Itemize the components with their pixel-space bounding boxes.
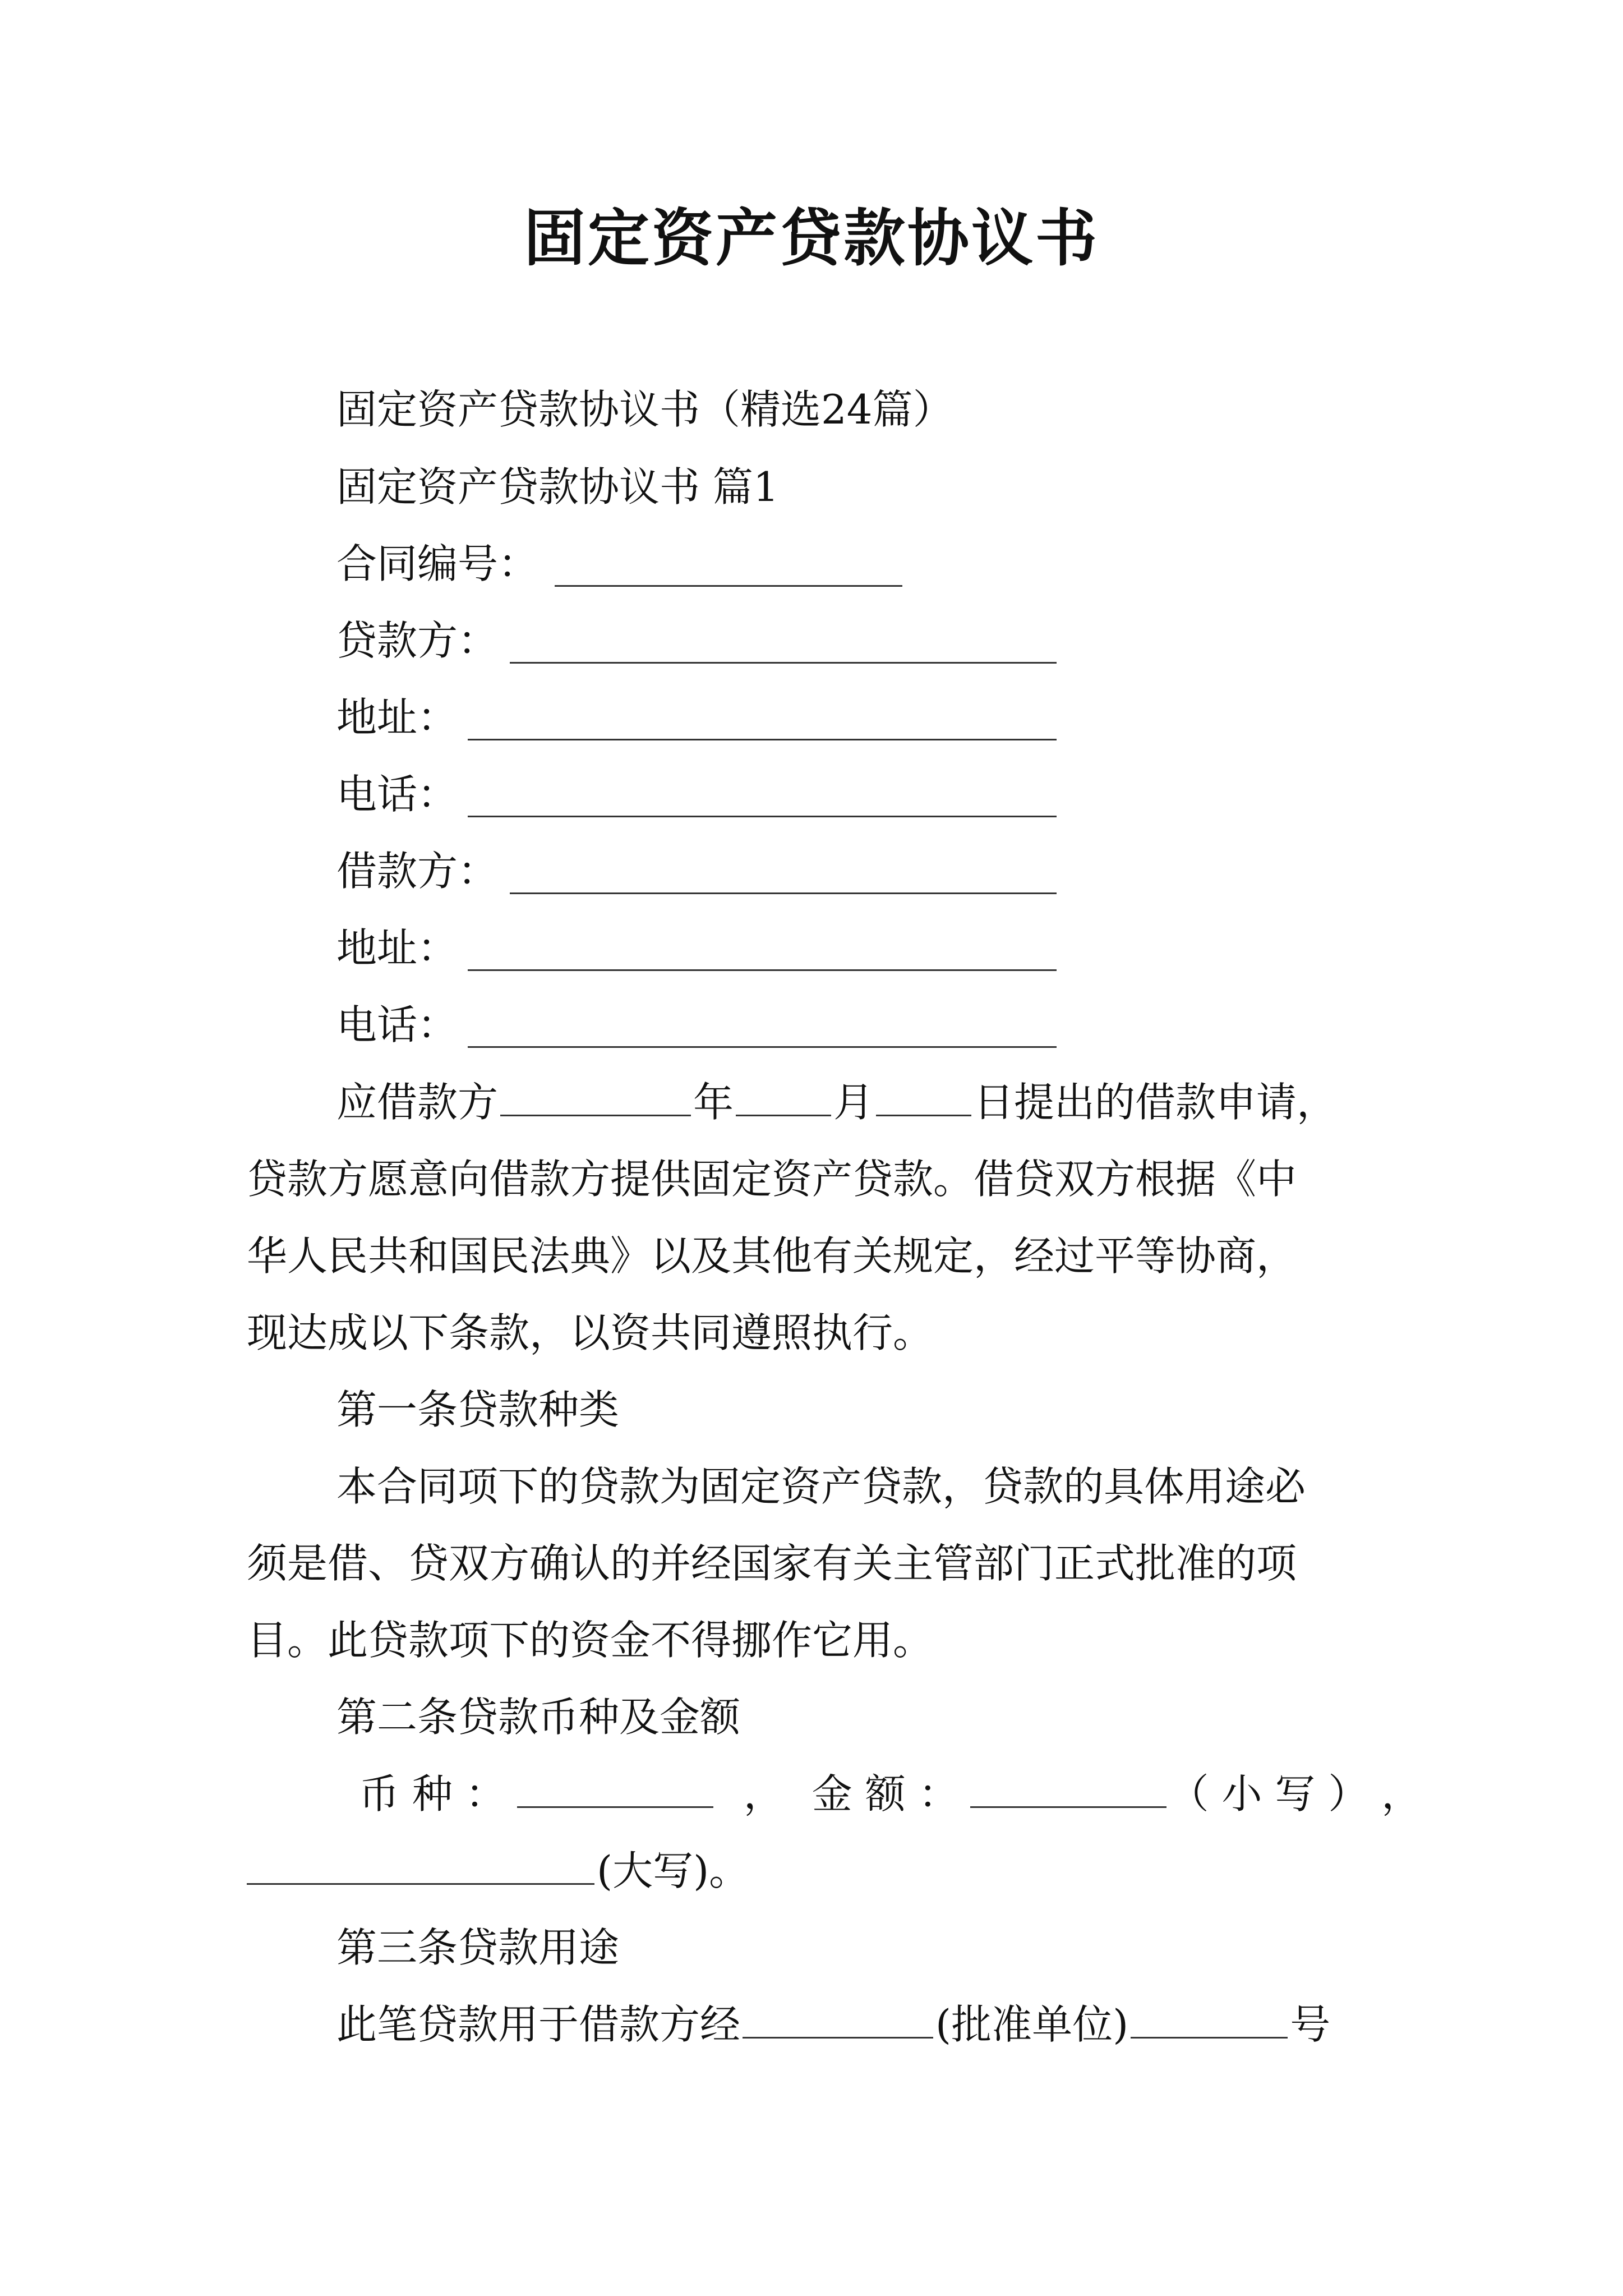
article-3-text: (批准单位): [935, 2001, 1129, 2048]
fill-blank-line[interactable]: [468, 1007, 1057, 1048]
borrower-field: [336, 843, 1066, 899]
day-blank[interactable]: [876, 1075, 971, 1116]
article-3-heading: 第三条贷款用途: [336, 1924, 620, 1971]
article-3-text: 号: [1290, 2001, 1331, 2048]
article-1-line-2: 须是借、贷双方确认的并经国家有关主管部门正式批准的项: [247, 1540, 1297, 1587]
borrower-address-field: [336, 920, 1066, 976]
contract-number-field: [336, 536, 1066, 592]
article-3-line-1: [336, 1996, 1330, 2053]
small-caps-text: （ 小 写 ） ，: [1168, 1770, 1422, 1818]
amount-label: 金 额 ：: [811, 1770, 959, 1818]
intro-line-1: [336, 1074, 1337, 1130]
intro-text: 年: [693, 1079, 734, 1126]
month-blank[interactable]: [736, 1075, 831, 1116]
intro-line-4: 现达成以下条款，以资共同遵照执行。: [247, 1309, 934, 1356]
intro-line-2: 贷款方愿意向借款方提供固定资产贷款。借贷双方根据《中: [247, 1156, 1297, 1203]
field-label: 借款方：: [336, 848, 499, 895]
fill-blank-line[interactable]: [555, 546, 902, 587]
article-2-heading: 第二条贷款币种及金额: [336, 1694, 741, 1741]
article-1-line-1: 本合同项下的贷款为固定资产贷款，贷款的具体用途必: [336, 1463, 1306, 1510]
lender-phone-field: [336, 766, 1066, 822]
subtitle: 固定资产贷款协议书（精选24篇）: [336, 386, 953, 433]
article-3-text: 此笔贷款用于借款方经: [336, 2001, 741, 2048]
part-heading: 固定资产贷款协议书 篇1: [336, 463, 779, 510]
field-label: 贷款方：: [336, 617, 499, 664]
article-2-big-caps-line: [247, 1843, 749, 1899]
field-label: 电话：: [336, 1001, 458, 1048]
year-blank[interactable]: [500, 1075, 691, 1116]
field-label: 地址：: [336, 924, 458, 972]
article-2-amount-line: [359, 1766, 1422, 1822]
field-label: 合同编号：: [336, 540, 539, 587]
currency-label: 币 种 ：: [359, 1770, 506, 1818]
field-label: 地址：: [336, 694, 458, 741]
article-1-heading: 第一条贷款种类: [336, 1386, 620, 1433]
amount-big-blank[interactable]: [247, 1844, 594, 1885]
intro-text: 日提出的借款申请，: [974, 1079, 1338, 1126]
borrower-phone-field: [336, 997, 1066, 1053]
document-title: 固定资产贷款协议书: [524, 202, 1099, 274]
fill-blank-line[interactable]: [468, 930, 1057, 971]
lender-field: [336, 613, 1066, 669]
article-1-line-3: 目。此贷款项下的资金不得挪作它用。: [247, 1617, 934, 1664]
fill-blank-line[interactable]: [468, 700, 1057, 740]
fill-blank-line[interactable]: [510, 623, 1057, 664]
intro-text: 应借款方: [336, 1079, 499, 1126]
amount-small-blank[interactable]: [970, 1767, 1166, 1808]
lender-address-field: [336, 689, 1066, 746]
fill-blank-line[interactable]: [510, 853, 1057, 894]
currency-blank[interactable]: [517, 1767, 713, 1808]
intro-text: 月: [833, 1079, 874, 1126]
comma-text: ，: [743, 1770, 784, 1818]
field-label: 电话：: [336, 771, 458, 818]
fill-blank-line[interactable]: [468, 776, 1057, 817]
approval-unit-blank[interactable]: [743, 1998, 933, 2039]
intro-line-3: 华人民共和国民法典》以及其他有关规定，经过平等协商，: [247, 1232, 1297, 1280]
document-number-blank[interactable]: [1131, 1998, 1288, 2039]
big-caps-text: (大写)。: [597, 1847, 750, 1894]
